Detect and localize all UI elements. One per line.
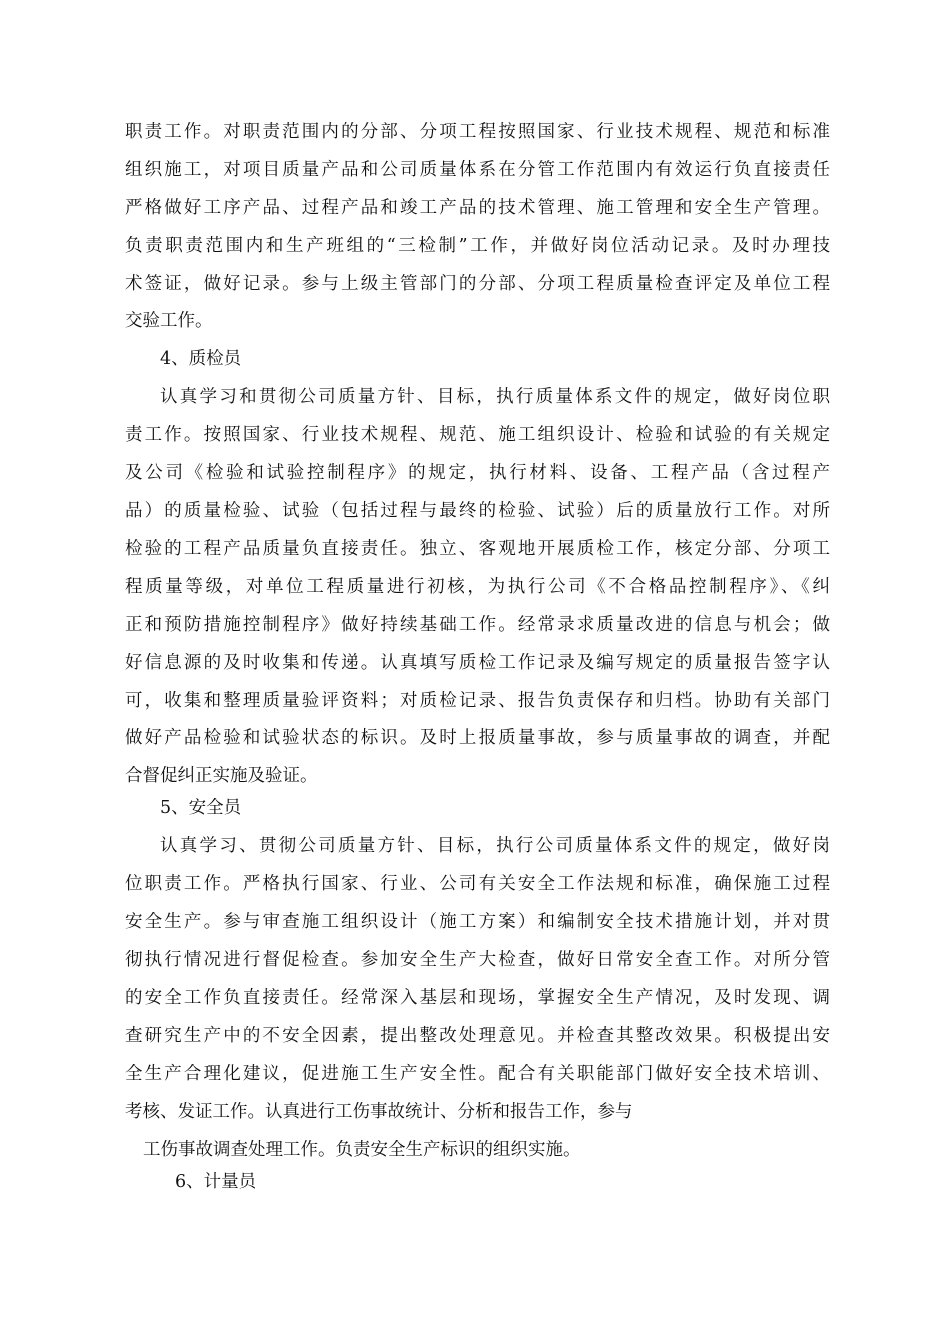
- paragraph-line: 程质量等级，对单位工程质量进行初核，为执行公司《不合格品控制程序》、《纠: [125, 577, 830, 597]
- paragraph-line: 的安全工作负直接责任。经常深入基层和现场，掌握安全生产情况，及时发现、调: [125, 988, 830, 1008]
- section-heading-metrologist: 6、计量员: [175, 1172, 257, 1192]
- paragraph-line: 组织施工，对项目质量产品和公司质量体系在分管工作范围内有效运行负直接责任: [125, 160, 830, 180]
- paragraph-line: 做好产品检验和试验状态的标识。及时上报质量事故，参与质量事故的调查，并配: [125, 728, 830, 748]
- paragraph-line: 考核、发证工作。认真进行工伤事故统计、分析和报告工作，参与: [125, 1102, 633, 1122]
- paragraph-line: 及公司《检验和试验控制程序》的规定，执行材料、设备、工程产品（含过程产: [125, 463, 830, 483]
- paragraph-line: 职责工作。对职责范围内的分部、分项工程按照国家、行业技术规程、规范和标准: [125, 122, 830, 142]
- paragraph-line: 交验工作。: [125, 311, 213, 331]
- paragraph-line: 责工作。按照国家、行业技术规程、规范、施工组织设计、检验和试验的有关规定: [125, 425, 830, 445]
- paragraph-line: 好信息源的及时收集和传递。认真填写质检工作记录及编写规定的质量报告签字认: [125, 653, 830, 673]
- paragraph-line: 合督促纠正实施及验证。: [125, 766, 318, 786]
- paragraph-line: 认真学习和贯彻公司质量方针、目标，执行质量体系文件的规定，做好岗位职: [160, 387, 830, 407]
- paragraph-line: 认真学习、贯彻公司质量方针、目标，执行公司质量体系文件的规定，做好岗: [160, 836, 830, 856]
- paragraph-line: 负责职责范围内和生产班组的“三检制”工作，并做好岗位活动记录。及时办理技: [125, 236, 830, 256]
- paragraph-line: 工伤事故调查处理工作。负责安全生产标识的组织实施。: [143, 1140, 581, 1160]
- paragraph-line: 全生产合理化建议，促进施工生产安全性。配合有关职能部门做好安全技术培训、: [125, 1064, 830, 1084]
- paragraph-line: 安全生产。参与审查施工组织设计（施工方案）和编制安全技术措施计划，并对贯: [125, 912, 830, 932]
- section-heading-safety-officer: 5、安全员: [160, 798, 242, 818]
- paragraph-line: 可，收集和整理质量验评资料；对质检记录、报告负责保存和归档。协助有关部门: [125, 691, 830, 711]
- paragraph-line: 品）的质量检验、试验（包括过程与最终的检验、试验）后的质量放行工作。对所: [125, 501, 830, 521]
- paragraph-line: 正和预防措施控制程序》做好持续基础工作。经常录求质量改进的信息与机会；做: [125, 615, 830, 635]
- paragraph-line: 检验的工程产品质量负直接责任。独立、客观地开展质检工作，核定分部、分项工: [125, 539, 830, 559]
- paragraph-line: 彻执行情况进行督促检查。参加安全生产大检查，做好日常安全查工作。对所分管: [125, 950, 830, 970]
- paragraph-line: 术签证，做好记录。参与上级主管部门的分部、分项工程质量检查评定及单位工程: [125, 274, 830, 294]
- paragraph-line: 严格做好工序产品、过程产品和竣工产品的技术管理、施工管理和安全生产管理。: [125, 198, 830, 218]
- paragraph-line: 查研究生产中的不安全因素，提出整改处理意见。并检查其整改效果。积极提出安: [125, 1026, 830, 1046]
- paragraph-line: 位职责工作。严格执行国家、行业、公司有关安全工作法规和标准，确保施工过程: [125, 874, 830, 894]
- section-heading-quality-inspector: 4、质检员: [160, 349, 242, 369]
